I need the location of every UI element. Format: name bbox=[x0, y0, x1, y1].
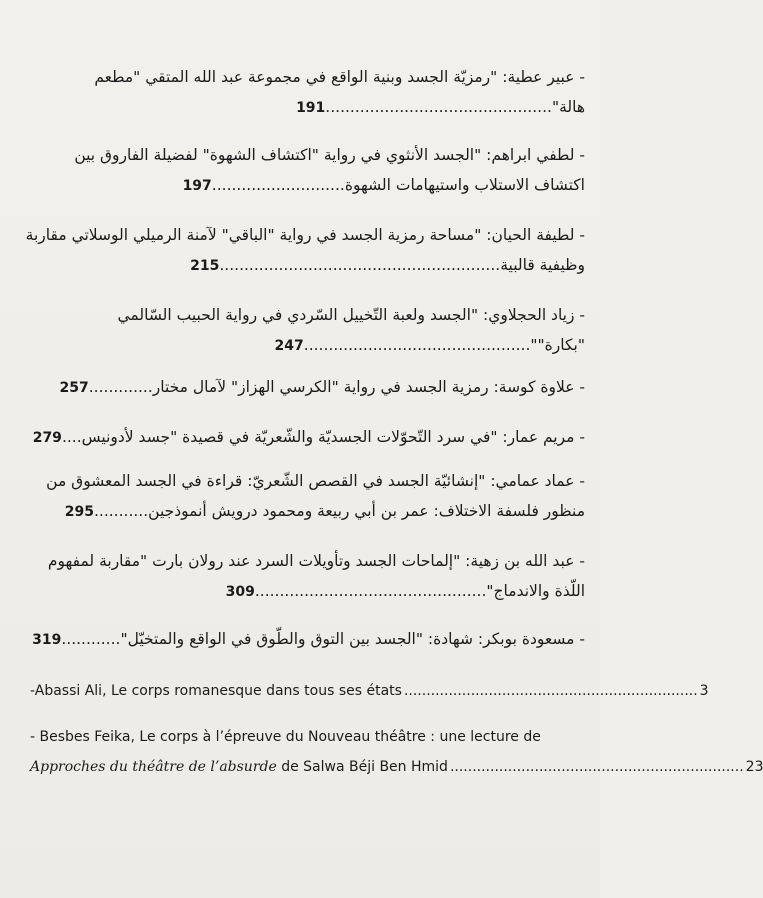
toc-entry[interactable] bbox=[25, 220, 585, 281]
toc-entry[interactable] bbox=[30, 546, 585, 607]
page-number: 257 bbox=[59, 380, 89, 396]
leader-dots: .................................................................. bbox=[403, 683, 698, 699]
entry-line: "بكارة"".............................................. bbox=[303, 336, 585, 354]
page-number: 197 bbox=[182, 178, 212, 194]
entry-line: - مسعودة بوبكر: شهادة: "الجسد بين التوق والطّوق في الواقع والمتخيّل"............ bbox=[61, 630, 585, 648]
toc-entry[interactable] bbox=[30, 62, 585, 123]
toc-entry-fr[interactable] bbox=[30, 676, 709, 706]
entry-line: de Salwa Béji Ben Hmid bbox=[276, 759, 448, 775]
entry-line: - Besbes Feika, Le corps à l’épreuve du Nouveau théâtre : une lecture de bbox=[30, 729, 541, 745]
page-number: 309 bbox=[225, 584, 255, 600]
toc-entry[interactable] bbox=[30, 140, 585, 201]
page-number: 215 bbox=[190, 258, 220, 274]
entry-line: - عماد عمامي: "إنشائيّة الجسد في القصص الشّعريّ: قراءة في الجسد المعشوق من bbox=[46, 472, 585, 490]
entry-line: - عبد الله بن زهية: "إلماحات الجسد وتأويلات السرد عند رولان بارت "مقاربة لمفهوم bbox=[47, 552, 585, 570]
toc-entry[interactable] bbox=[30, 422, 585, 453]
page-number: 3 bbox=[699, 683, 709, 699]
entry-line: - زياد الحجلاوي: "الجسد ولعبة التّخييل السّردي في رواية الحبيب السّالمي bbox=[117, 306, 585, 324]
entry-line: هالة".............................................. bbox=[325, 98, 585, 116]
entry-line: - لطفي ابراهم: "الجسد الأنثوي في رواية "اكتشاف الشهوة" لفضيلة الفاروق بين bbox=[74, 146, 585, 164]
toc-entry-fr[interactable] bbox=[30, 722, 763, 782]
leader-dots: .................................................................. bbox=[449, 759, 744, 775]
entry-line: - علاوة كوسة: رمزية الجسد في رواية "الكرسي الهزاز" لآمال مختار............. bbox=[88, 378, 585, 396]
entry-line: اكتشاف الاستلاب واستيهامات الشهوة........................... bbox=[211, 176, 585, 194]
page-number: 319 bbox=[32, 632, 62, 648]
toc-entry[interactable] bbox=[30, 466, 585, 527]
entry-line: - مريم عمار: "في سرد التّحوّلات الجسديّة والشّعريّة في قصيدة "جسد لأدونيس.... bbox=[61, 428, 585, 446]
entry-line: -Abassi Ali, Le corps romanesque dans tous ses états bbox=[30, 683, 402, 699]
entry-line: منظور فلسفة الاختلاف: عمر بن أبي ربيعة ومحمود درويش أنموذجين........... bbox=[93, 502, 585, 520]
entry-line: - عبير عطية: "رمزيّة الجسد وبنية الواقع في مجموعة عبد الله المتقي "مطعم bbox=[94, 68, 585, 86]
page-number: 23 bbox=[745, 759, 763, 775]
page-number: 279 bbox=[32, 430, 62, 446]
page-number: 295 bbox=[64, 504, 94, 520]
italic-title: Approches du théâtre de l’absurde bbox=[30, 759, 277, 775]
entry-line: وظيفية قالبية......................................................... bbox=[219, 256, 585, 274]
page-number: 247 bbox=[274, 338, 304, 354]
entry-line: اللّذة والاندماج"............................................... bbox=[254, 582, 585, 600]
toc-entry[interactable] bbox=[30, 300, 585, 361]
toc-entry[interactable] bbox=[30, 624, 585, 655]
entry-line: - لطيفة الحيان: "مساحة رمزية الجسد في رواية "الباقي" لآمنة الرميلي الوسلاتي مقاربة bbox=[25, 226, 585, 244]
page-number: 191 bbox=[296, 100, 326, 116]
toc-entry[interactable] bbox=[30, 372, 585, 403]
